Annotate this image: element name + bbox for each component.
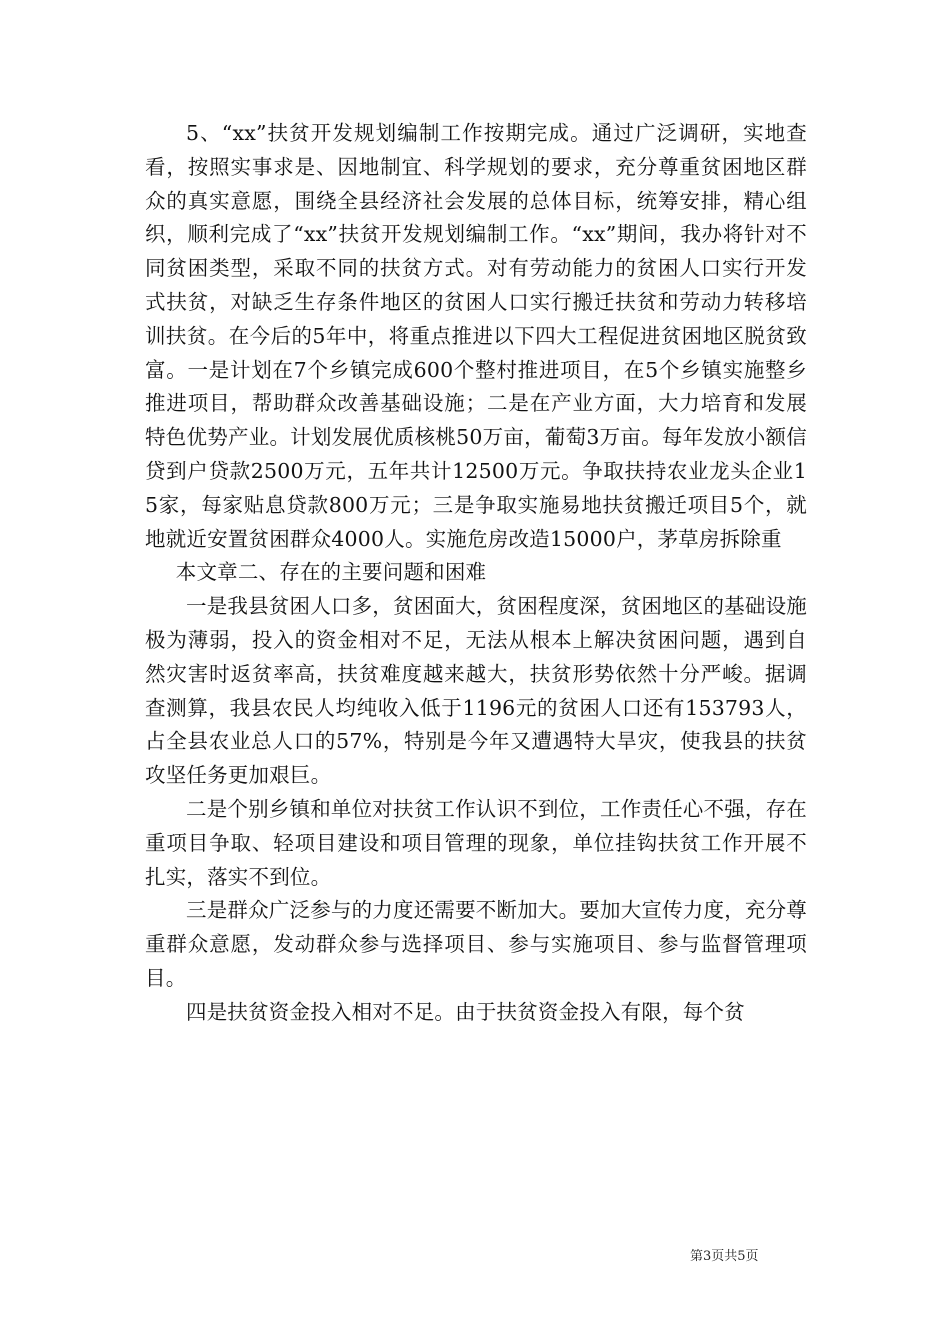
paragraph-planning-completed: 5、“xx”扶贫开发规划编制工作按期完成。通过广泛调研，实地查看，按照实事求是、因地制宜、科学规划的要求，充分尊重贫困地区群众的真实意愿，围绕全县经济社会发展的总体目标，统筹安排，精心组织，顺利完成了“xx”扶贫开发规划编制工作。“xx”期间，我办将针对不同贫困类型，采取不同的扶贫方式。对有劳动能力的贫困人口实行开发式扶贫，对缺乏生存条件地区的贫困人口实行搬迁扶贫和劳动力转移培训扶贫。在今后的5年中，将重点推进以下四大工程促进贫困地区脱贫致富。一是计划在7个乡镇完成600个整村推进项目，在5个乡镇实施整乡推进项目，帮助群众改善基础设施；二是在产业方面，大力培育和发展特色优势产业。计划发展优质核桃50万亩，葡萄3万亩。每年发放小额信贷到户贷款2500万元，五年共计12500万元。争取扶持农业龙头企业15家，每家贴息贷款800万元；三是争取实施易地扶贫搬迁项目5个，就地就近安置贫困群众4000人。实施危房改造15000户，茅草房拆除重 [145, 121, 807, 551]
document-body [145, 117, 807, 1030]
paragraph-problem-three: 三是群众广泛参与的力度还需要不断加大。要加大宣传力度，充分尊重群众意愿，发动群众参与选择项目、参与实施项目、参与监督管理项目。 [145, 898, 807, 990]
paragraph-problem-one: 一是我县贫困人口多，贫困面大，贫困程度深，贫困地区的基础设施极为薄弱，投入的资金相对不足，无法从根本上解决贫困问题，遇到自然灾害时返贫率高，扶贫难度越来越大，扶贫形势依然十分严峻。据调查测算，我县农民人均纯收入低于1196元的贫困人口还有153793人，占全县农业总人口的57%，特别是今年又遭遇特大旱灾，使我县的扶贫攻坚任务更加艰巨。 [145, 594, 807, 788]
page-number-footer: 第3页共5页 [690, 1249, 759, 1264]
section-heading-problems: 本文章二、存在的主要问题和困难 [175, 560, 487, 585]
paragraph-problem-four: 四是扶贫资金投入相对不足。由于扶贫资金投入有限，每个贫 [186, 999, 745, 1024]
paragraph-problem-two: 二是个别乡镇和单位对扶贫工作认识不到位，工作责任心不强，存在重项目争取、轻项目建设和项目管理的现象，单位挂钩扶贫工作开展不扎实，落实不到位。 [145, 796, 807, 889]
